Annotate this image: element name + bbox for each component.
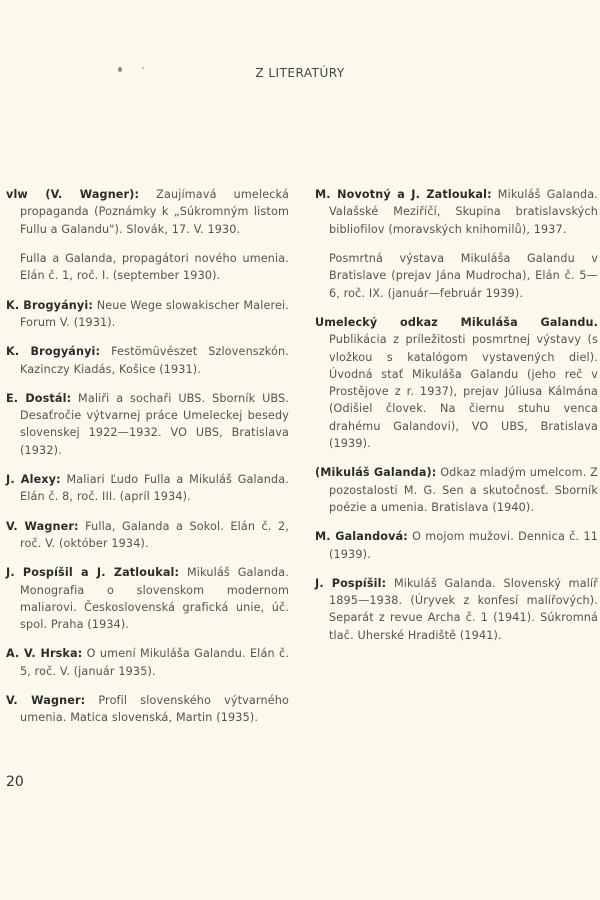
entry-author: J. Pospíšil:	[315, 576, 387, 590]
entry-text: Festömüvészet Szlovenszkón. Kazinczy Kiadás, Košice (1931).	[20, 345, 289, 376]
bibliography-entry	[315, 528, 598, 563]
bibliography-entry	[6, 390, 289, 459]
bibliography-entry	[6, 186, 289, 238]
bibliography-entry	[6, 297, 289, 332]
entry-author: J. Pospíšil a J. Zatloukal:	[6, 566, 180, 580]
page-header: Z LITERATÚRY	[255, 66, 345, 80]
entry-text: Fulla, Galanda a Sokol. Elán č. 2, roč. V. (október 1934).	[20, 519, 289, 550]
bibliography-entry	[6, 518, 289, 553]
entry-author: V. Wagner:	[6, 519, 79, 533]
entry-text: Maliři a sochaři UBS. Sborník UBS. Desaťročie výtvarnej práce Umeleckej besedy slovenskej 1922—1932. VO UBS, Bratislava (1932).	[20, 391, 289, 457]
right-column	[315, 175, 598, 656]
entry-text: Profil slovenského výtvarného umenia. Matica slovenská, Martin (1935).	[20, 694, 289, 725]
entry-author: V. Wagner:	[6, 694, 86, 708]
bibliography-entry	[6, 564, 289, 633]
entry-text: Zaujímavá umelecká propaganda (Poznámky k „Súkromným listom Fullu a Galandu"). Slovák, 17. V. 1930.	[20, 188, 289, 236]
entry-text: O umení Mikuláša Galandu. Elán č. 5, roč. V. (január 1935).	[20, 647, 289, 678]
entry-text: Posmrtná výstava Mikuláša Galandu v Bratislave (prejav Jána Mudrocha), Elán č. 5—6, roč. IX. (január—február 1939).	[329, 252, 598, 300]
page-number: 20	[6, 774, 24, 790]
entry-text: Odkaz mladým umelcom. Z pozostalosti M. G. Sen a skutočnosť. Sborník poézie a umenia. Bratislava (1940).	[329, 466, 598, 514]
entry-author: A. V. Hrska:	[6, 647, 83, 661]
entry-author: Umelecký odkaz Mikuláša Galandu.	[315, 315, 598, 329]
bibliography-entry	[315, 464, 598, 516]
bibliography-entry	[315, 186, 598, 238]
bibliography-entry	[315, 314, 598, 452]
entry-author: K. Brogyányi:	[6, 298, 93, 312]
entry-author: E. Dostál:	[6, 391, 72, 405]
bibliography-entry	[6, 250, 289, 285]
entry-author: K. Brogyányi:	[6, 345, 101, 359]
entry-author: vlw (V. Wagner):	[6, 188, 140, 202]
bibliography-entry	[6, 343, 289, 378]
entry-author: (Mikuláš Galanda):	[315, 466, 437, 480]
entry-text: Neue Wege slowakischer Malerei. Forum V. (1931).	[20, 298, 289, 329]
bibliography-entry	[315, 250, 598, 302]
entry-text: Publikácia z príležitosti posmrtnej výstavy (s vložkou s katalógom vystavených diel). Úvodná stať Mikuláša Galandu (jeho reč v Prostějove z r. 1937), prejav Júliusa Kálmána (Odišiel človek. Na čiernu stuhu venca drahému Galandovi), VO UBS, Bratislava (1939).	[329, 333, 598, 451]
left-column	[6, 175, 289, 739]
entry-author: J. Alexy:	[6, 473, 61, 487]
bibliography-entry	[6, 692, 289, 727]
entry-text: Mikuláš Galanda. Slovenský malíř 1895—1938. (Úryvek z konfesí malířových). Separát z revue Archa č. 1 (1941). Súkromná tlač. Uherské Hradiště (1941).	[329, 576, 598, 642]
entry-text: Fulla a Galanda, propagátori nového umenia. Elán č. 1, roč. I. (september 1930).	[20, 252, 289, 283]
bibliography-entry	[6, 471, 289, 506]
entry-text: O mojom mužovi. Dennica č. 11 (1939).	[329, 530, 598, 561]
entry-author: M. Novotný a J. Zatloukal:	[315, 188, 492, 202]
bibliography-entry	[6, 645, 289, 680]
bibliography-entry	[315, 575, 598, 644]
entry-text: Maliari Ľudo Fulla a Mikuláš Galanda. Elán č. 8, roč. III. (apríl 1934).	[20, 473, 289, 504]
entry-author: M. Galandová:	[315, 530, 408, 544]
entry-text: Mikuláš Galanda. Monografia o slovenskom modernom maliarovi. Československá grafická unie, úč. spol. Praha (1934).	[20, 566, 289, 632]
entry-text: Mikuláš Galanda. Valašské Meziříčí, Skupina bratislavských bibliofilov (moravských knihomilů), 1937.	[329, 188, 598, 236]
